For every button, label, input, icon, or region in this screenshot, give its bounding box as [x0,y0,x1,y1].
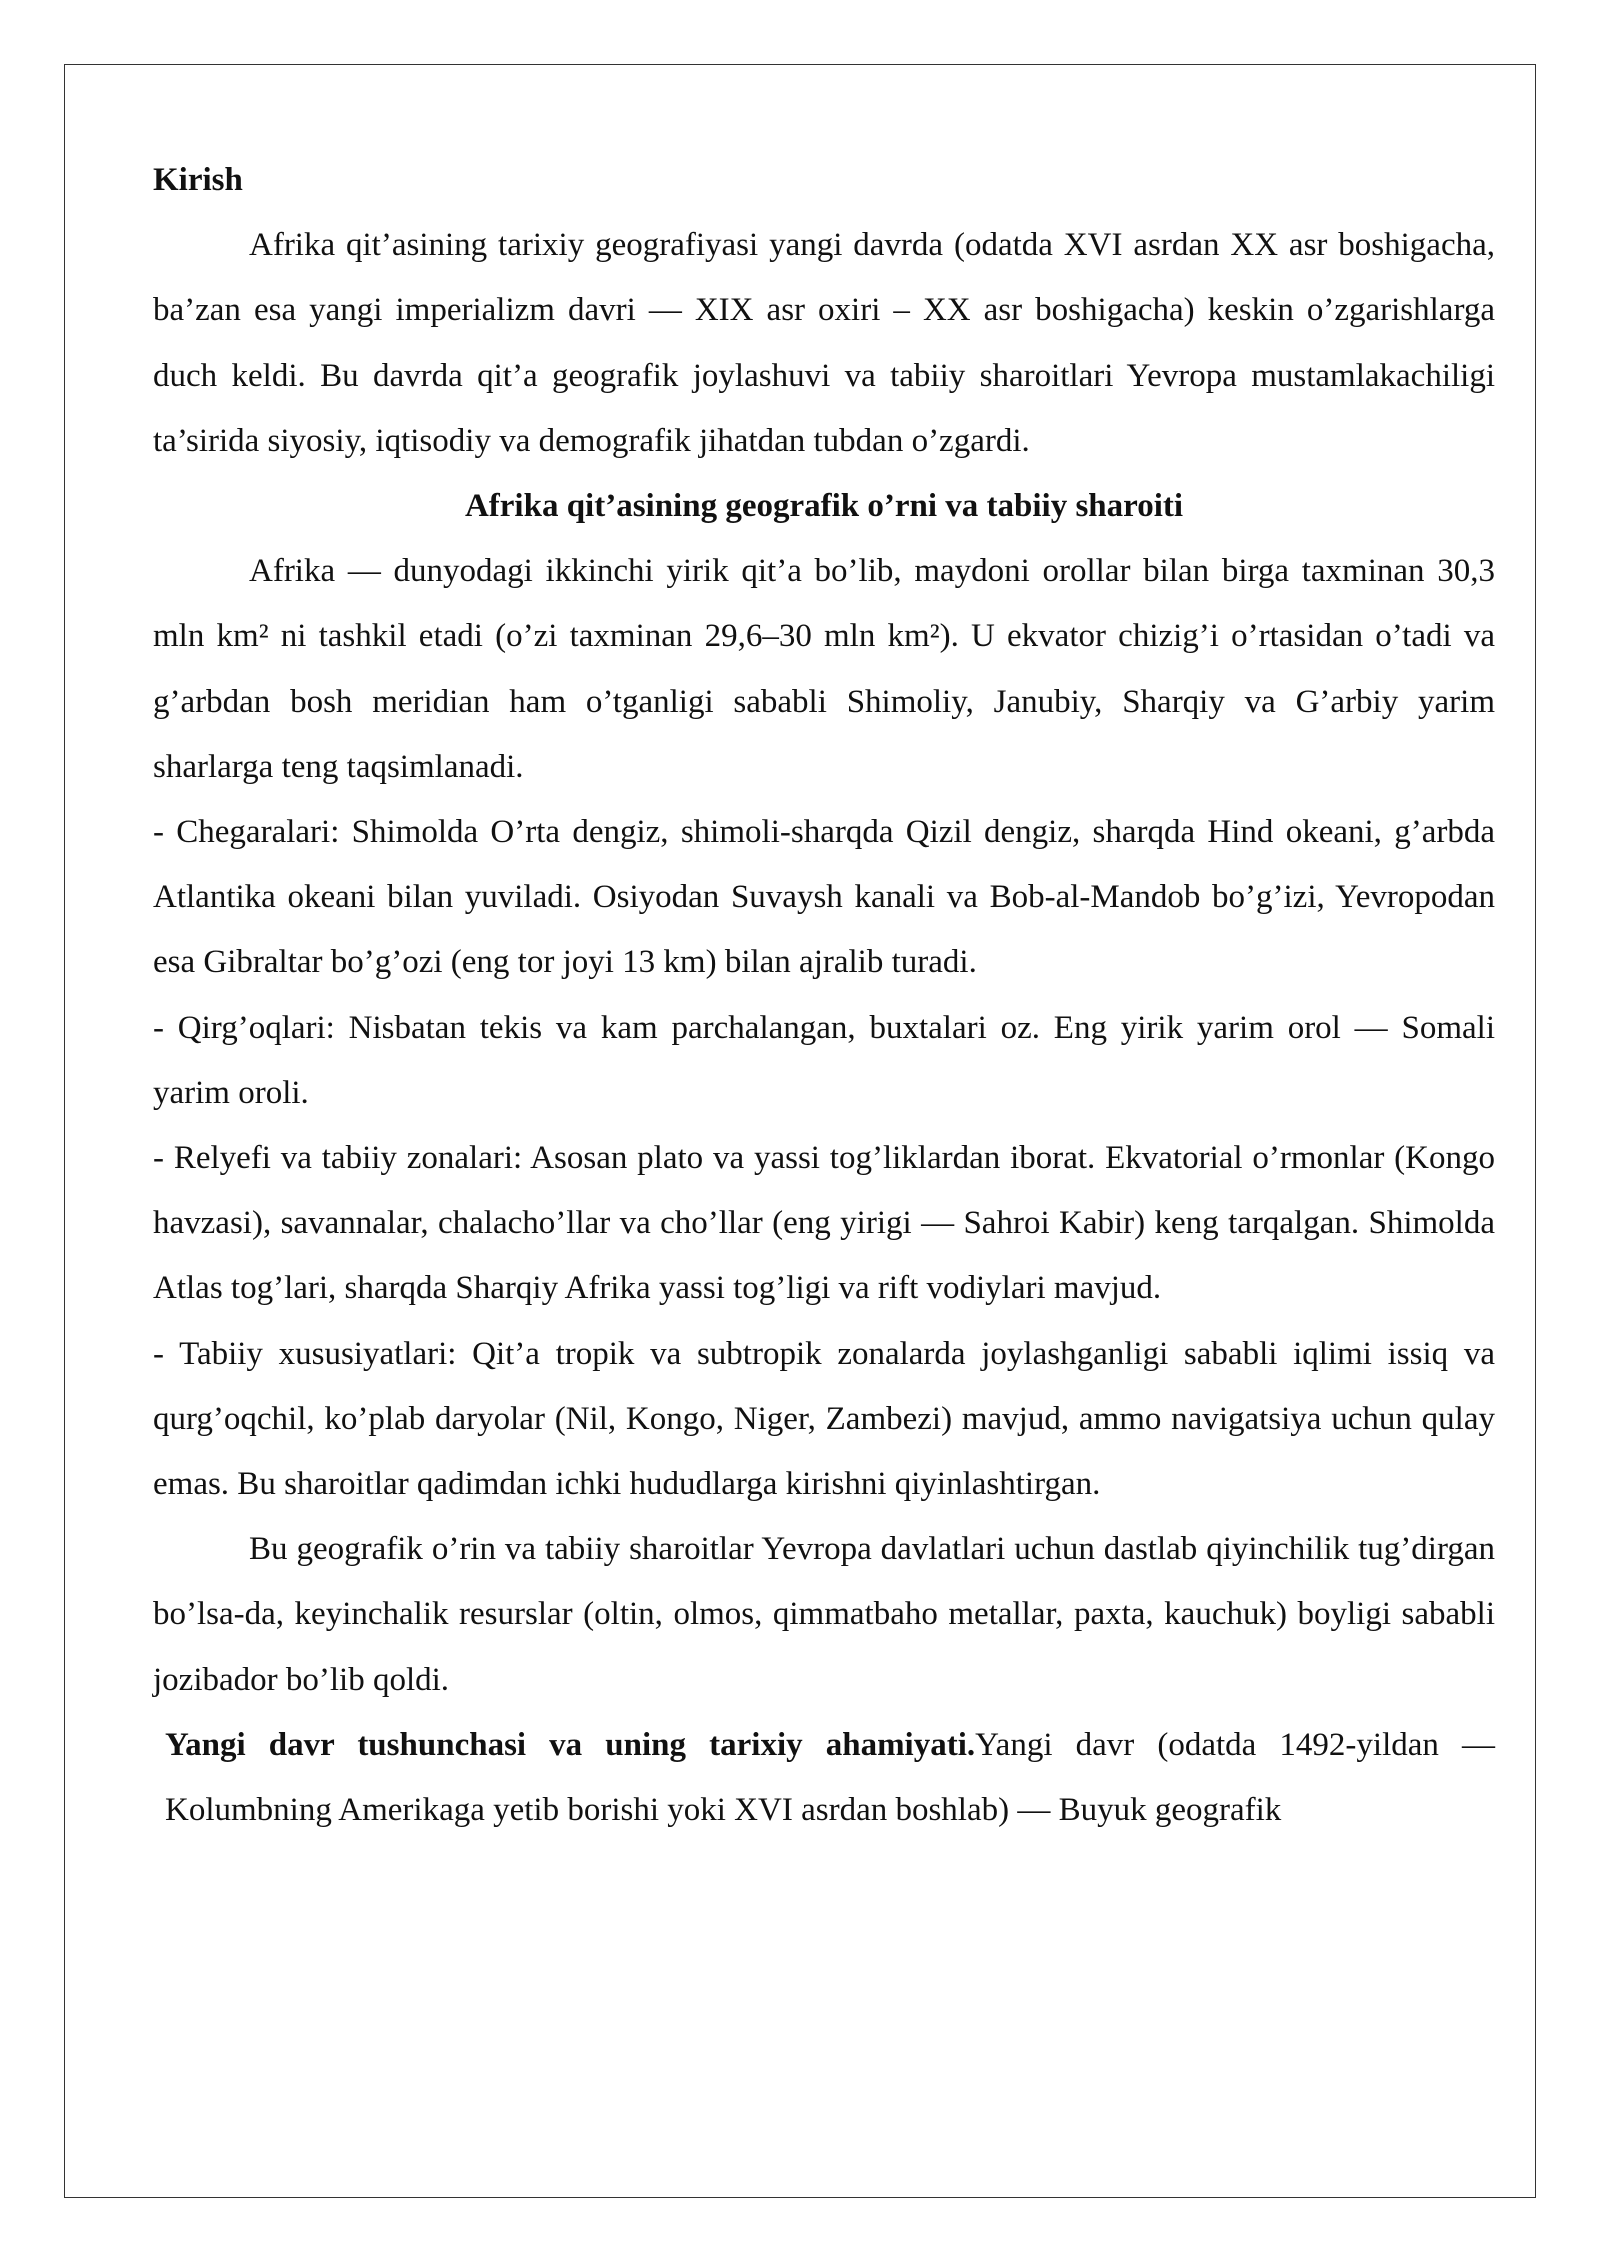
document-body [153,148,1495,1843]
new-era-text: Yangi davr (odatda 1492-yildan — Kolumbning Amerikaga yetib borishi yoki XVI asrdan boshlab) — Buyuk geografik [165,1726,1495,1829]
intro-paragraph: Afrika qit’asining tarixiy geografiyasi yangi davrda (odatda XVI asrdan XX asr boshigacha, ba’zan esa yangi imperializm davri — XIX asr oxiri – XX asr boshigacha) keskin o’zgarishlarga duch keldi. Bu davrda qit’a geografik joylashuvi va tabiiy sharoitlari Yevropa mustamlakachiligi ta’sirida siyosiy, iqtisodiy va demografik jihatdan tubdan o’zgardi. [153,227,1495,459]
list-item-borders: - Chegaralari: Shimolda O’rta dengiz, shimoli-sharqda Qizil dengiz, sharqda Hind okeani, g’arbda Atlantika okeani bilan yuviladi. Osiyodan Suvaysh kanali va Bob-al-Mandob bo’g’izi, Yevropodan esa Gibraltar bo’g’ozi (eng tor joyi 13 km) bilan ajralib turadi. [153,814,1495,981]
list-item-relief: - Relyefi va tabiiy zonalari: Asosan plato va yassi tog’liklardan iborat. Ekvatorial o’rmonlar (Kongo havzasi), savannalar, chalacho’llar va cho’llar (eng yirigi — Sahroi Kabir) keng tarqalgan. Shimolda Atlas tog’lari, sharqda Sharqiy Afrika yassi tog’ligi va rift vodiylari mavjud. [153,1140,1495,1307]
intro-heading: Kirish [153,162,243,198]
new-era-heading: Yangi davr tushunchasi va uning tarixiy ahamiyati. [165,1726,976,1763]
list-item-nature: - Tabiiy xususiyatlari: Qit’a tropik va subtropik zonalarda joylashganligi sababli iqlimi issiq va qurg’oqchil, ko’plab daryolar (Nil, Kongo, Niger, Zambezi) mavjud, ammo navigatsiya uchun qulay emas. Bu sharoitlar qadimdan ichki hududlarga kirishni qiyinlashtirgan. [153,1335,1495,1503]
conclusion-paragraph: Bu geografik o’rin va tabiiy sharoitlar Yevropa davlatlari uchun dastlab qiyinchilik tug’dirgan bo’lsa-da, keyinchalik resurslar (oltin, olmos, qimmatbaho metallar, paxta, kauchuk) boyligi sababli jozibador bo’lib qoldi. [153,1531,1495,1698]
section-heading: Afrika qit’asining geografik o’rni va tabiiy sharoiti [464,488,1184,525]
list-item-coasts: - Qirg’oqlari: Nisbatan tekis va kam parchalangan, buxtalari oz. Eng yirik yarim orol — Somali yarim oroli. [153,1009,1495,1111]
new-era-paragraph [153,1713,1495,1843]
section-paragraph: Afrika — dunyodagi ikkinchi yirik qit’a bo’lib, maydoni orollar bilan birga taxminan 30,3 mln km² ni tashkil etadi (o’zi taxminan 29,6–30 mln km²). U ekvator chizig’i o’rtasidan o’tadi va g’arbdan bosh meridian ham o’tganligi sababli Shimoliy, Janubiy, Sharqiy va G’arbiy yarim sharlarga teng taqsimlanadi. [153,553,1495,785]
